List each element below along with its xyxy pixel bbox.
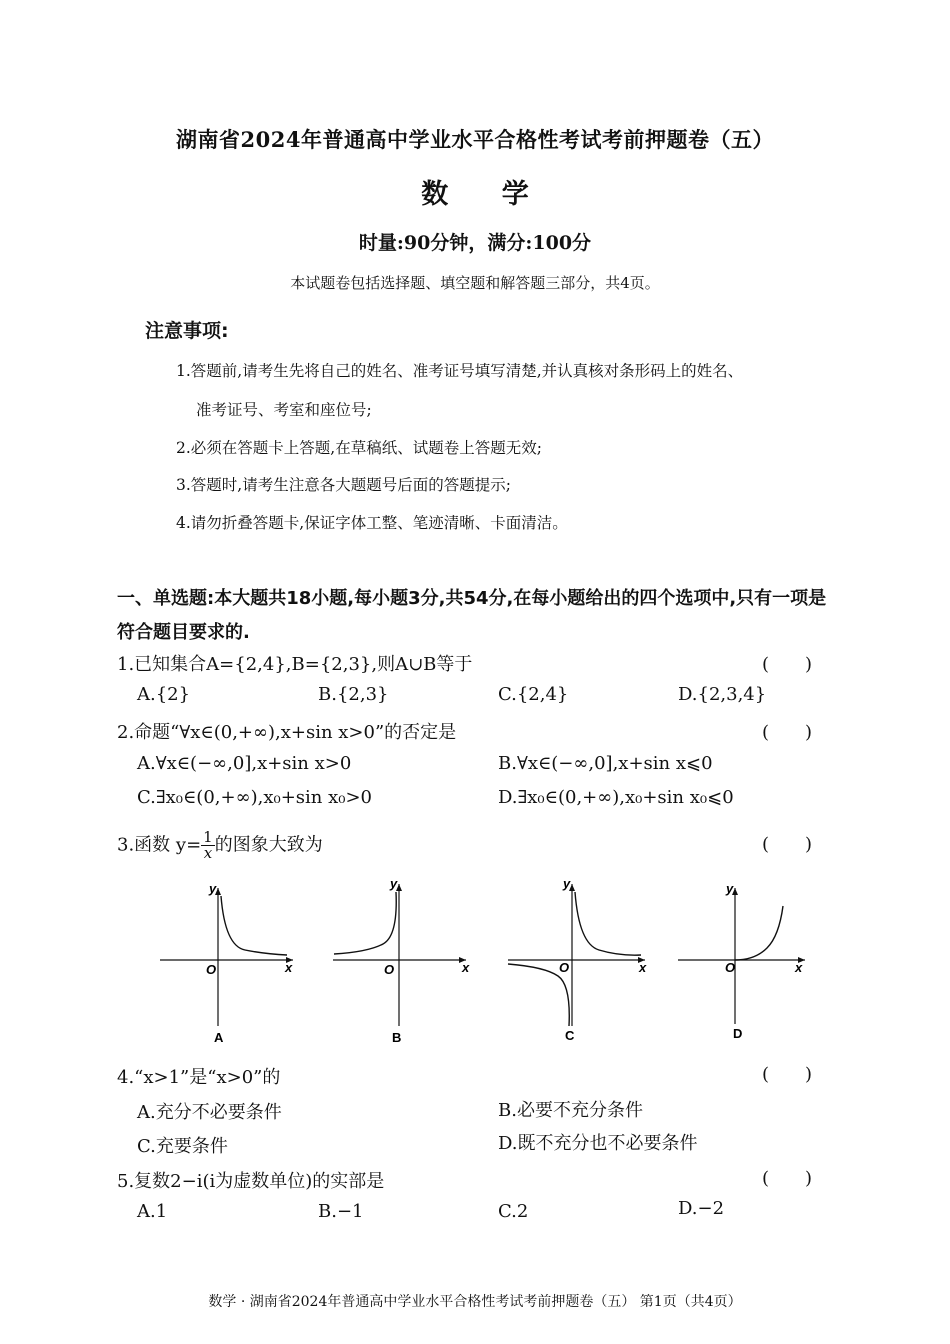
q5-stem: 5.复数2−i(i为虚数单位)的实部是 [117,1171,385,1192]
q4-option-b: B.必要不充分条件 [498,1100,643,1121]
exam-title: 湖南省2024年普通高中学业水平合格性考试考前押题卷（五） [176,127,774,152]
q5-option-d: D.−2 [678,1198,725,1219]
q3-stem-pre: 3.函数 y= [117,834,202,856]
page-footer: 数学 · 湖南省2024年普通高中学业水平合格性考试考前押题卷（五） 第1页（共4页） [208,1294,742,1310]
exam-duration: 时量:90分钟，满分:100分 [358,232,592,254]
origin-label: O [384,962,395,977]
q4-bracket: ( ) [762,1064,813,1085]
q1-option-b: B.{2,3} [318,684,389,705]
notice-item-4: 4.请勿折叠答题卡,保证字体工整、笔迹清晰、卡面清洁。 [176,514,568,532]
q3-graph-d [675,876,815,1051]
q3-frac-num: 1 [203,828,213,846]
graph-label-c: C [565,1028,575,1043]
q1-option-c: C.{2,4} [498,684,569,705]
y-label: y [390,876,398,891]
y-label: y [726,881,734,896]
notice-item-1-cont: 准考证号、考室和座位号; [196,401,372,419]
y-label: y [209,881,217,896]
q2-stem: 2.命题“∀x∈(0,+∞),x+sin x>0”的否定是 [117,722,457,743]
q5-option-c: C.2 [498,1201,529,1222]
section-heading: 一、单选题:本大题共18小题,每小题3分,共54分,在每小题给出的四个选项中,只有一项是符合题目要求的. [117,588,827,644]
q3-stem [117,830,323,861]
q2-option-d: D.∃x₀∈(0,+∞),x₀+sin x₀⩽0 [498,787,734,808]
q1-option-d: D.{2,3,4} [678,684,767,705]
exam-intro: 本试题卷包括选择题、填空题和解答题三部分，共4页。 [290,274,660,292]
curve [221,896,287,955]
q4-option-a: A.充分不必要条件 [137,1102,282,1123]
graph-label-a: A [214,1030,224,1045]
q5-option-b: B.−1 [318,1201,364,1222]
graph-label-b: B [392,1030,402,1045]
y-label: y [563,876,571,891]
q3-stem-post: 的图象大致为 [214,834,323,856]
q2-option-b: B.∀x∈(−∞,0],x+sin x⩽0 [498,753,713,774]
curve-right [575,892,641,955]
subject-title: 数 学 [421,179,551,210]
origin-label: O [206,962,217,977]
notice-item-3: 3.答题时,请考生注意各大题题号后面的答题提示; [176,476,511,494]
q1-option-a: A.{2} [137,684,191,705]
q1-bracket: ( ) [762,654,813,675]
q4-stem: 4.“x>1”是“x>0”的 [117,1067,281,1088]
q2-option-a: A.∀x∈(−∞,0],x+sin x>0 [137,753,352,774]
x-label: x [462,960,470,975]
q5-bracket: ( ) [762,1168,813,1189]
notice-heading: 注意事项: [145,320,229,342]
x-label: x [795,960,803,975]
q2-option-c: C.∃x₀∈(0,+∞),x₀+sin x₀>0 [137,787,372,808]
q1-stem: 1.已知集合A={2,4},B={2,3},则A∪B等于 [117,654,473,675]
q3-graph-a [155,876,300,1051]
q3-bracket: ( ) [762,834,813,855]
q3-fraction [201,830,215,861]
q3-graph-c [503,876,653,1051]
curve [735,906,783,960]
origin-label: O [559,960,570,975]
notice-item-1: 1.答题前,请考生先将自己的姓名、准考证号填写清楚,并认真核对条形码上的姓名、 [176,362,744,380]
q3-graph-b [328,876,473,1051]
notice-item-2: 2.必须在答题卡上答题,在草稿纸、试题卷上答题无效; [176,439,542,457]
q5-option-a: A.1 [137,1201,168,1222]
q4-option-d: D.既不充分也不必要条件 [498,1133,698,1154]
graph-label-d: D [733,1026,743,1041]
x-label: x [285,960,293,975]
q4-option-c: C.充要条件 [137,1136,228,1157]
curve [334,892,396,954]
origin-label: O [725,960,736,975]
q2-bracket: ( ) [762,722,813,743]
q3-frac-den: x [203,844,213,862]
x-label: x [639,960,647,975]
